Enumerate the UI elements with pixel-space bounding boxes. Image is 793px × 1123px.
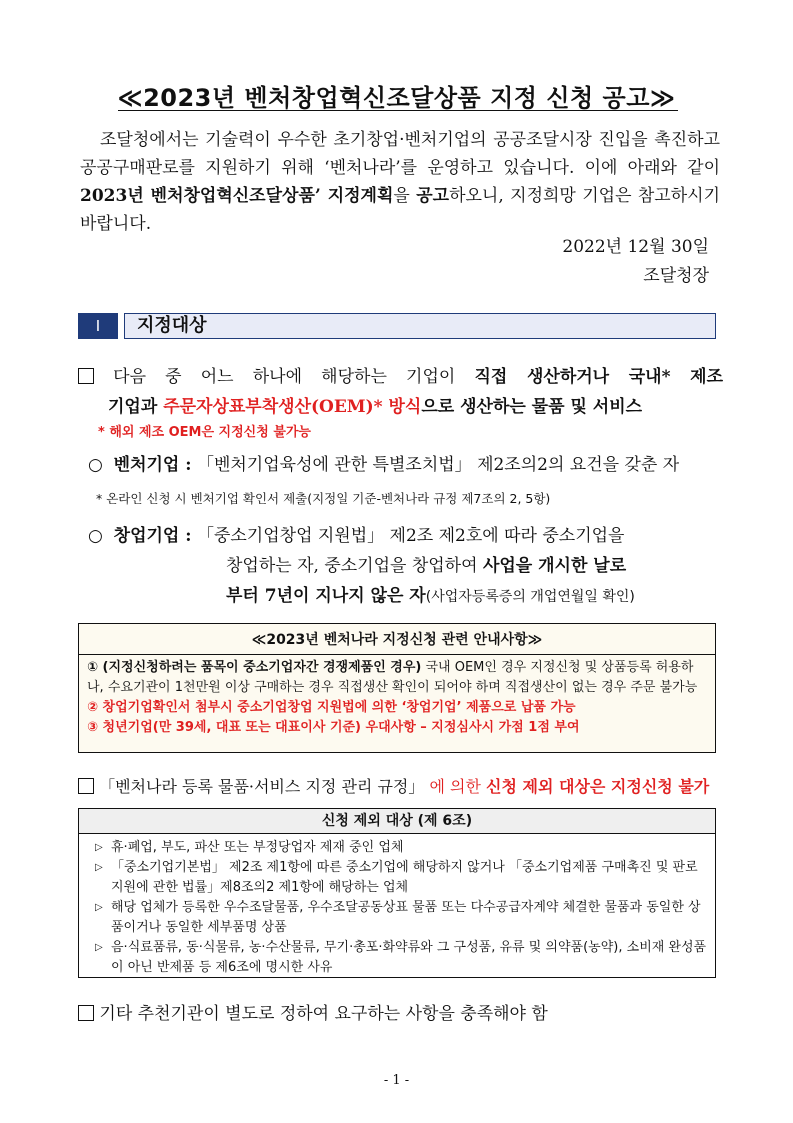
startup-line1: 「중소기업창업 지원법」 제2조 제2호에 따라 중소기업을 <box>196 526 625 546</box>
startup-line3-b: (사업자등록증의 개업연월일 확인) <box>425 589 635 605</box>
startup-line2-b: 사업을 개시한 날로 <box>482 556 627 576</box>
document-title: ≪2023년 벤처창업혁신조달상품 지정 신청 공고≫ <box>117 84 676 112</box>
venture-label: 벤처기업 : <box>113 455 192 475</box>
bullet-icon: ○ <box>88 455 103 475</box>
exclusion-rule-red: 신청 제외 대상은 지정신청 불가 <box>486 777 710 796</box>
exclusion-by: 에 의한 <box>424 777 487 796</box>
startup-line3-a: 부터 7년이 지나지 않은 자 <box>226 586 426 606</box>
exclusion-intro <box>78 774 709 797</box>
other-requirement <box>78 999 548 1024</box>
target-line2-a: 기업과 <box>108 397 164 417</box>
triangle-bullet-icon: ▷ <box>95 902 103 913</box>
guide-item-2: ② 창업기업확인서 첨부시 중소기업창업 지원법에 의한 ‘창업기업’ 제품으로 납품 가능 <box>87 700 576 715</box>
guide-title: ≪2023년 벤처나라 지정신청 관련 안내사항≫ <box>251 632 543 648</box>
target-oem: 주문자상표부착생산(OEM)* 방식 <box>163 397 422 417</box>
target-line2-b: 으로 생산하는 물품 및 서비스 <box>421 397 643 417</box>
exclusion-item: ▷ 휴·폐업, 부도, 파산 또는 부정당업자 제재 중인 업체 <box>79 838 715 858</box>
guide-item-1 <box>79 658 715 698</box>
title-underline <box>118 110 678 111</box>
venture-item <box>88 452 679 478</box>
signature: 조달청장 <box>643 266 709 286</box>
intro-bold-announce: 공고 <box>416 186 450 206</box>
guide-divider <box>79 654 715 655</box>
exclusion-rule: 「벤처나라 등록 물품·서비스 지정 관리 규정」 <box>99 777 425 796</box>
triangle-bullet-icon: ▷ <box>95 942 103 953</box>
exclusion-title: 신청 제외 대상 (제 6조) <box>79 809 715 834</box>
guide-item-1-text: 국내 OEM인 경우 지정신청 및 상품등록 허용하나, 수요기관이 1천만원 이상 구매하는 경우 직접생산 확인이 되어야 하며 직접생산이 없는 경우 주문 불가능 <box>87 660 698 695</box>
exclusion-item: ▷ 해당 업체가 등록한 우수조달물품, 우수조달공동상표 물품 또는 다수공급자계약 체결한 물품과 동일한 상품이거나 동일한 세부품명 상품 <box>95 900 701 935</box>
oem-note: * 해외 제조 OEM은 지정신청 불가능 <box>98 425 311 440</box>
intro-text-3: 하오니, 지정희망 기업은 참고하시기 바랍니다. <box>80 186 720 234</box>
triangle-bullet-icon: ▷ <box>95 842 103 853</box>
intro-text-2: 을 <box>393 186 417 206</box>
checkbox-icon <box>78 1005 94 1021</box>
guide-box <box>78 623 716 753</box>
exclusion-item: ▷ 「중소기업기본법」 제2조 제1항에 따른 중소기업에 해당하지 않거나 「중소기업제품 구매촉진 및 판로지원에 관한 법률」제8조의2 제1항에 해당하는 업체 <box>95 860 698 895</box>
checkbox-icon <box>78 778 94 794</box>
section-title: 지정대상 <box>124 313 716 339</box>
intro-paragraph <box>80 126 720 238</box>
guide-item-1-bold: ① (지정신청하려는 품목이 중소기업자간 경쟁제품인 경우) <box>87 660 422 675</box>
intro-text: 조달청에서는 기술력이 우수한 초기창업·벤처기업의 공공조달시장 진입을 촉진하고 공공구매판로를 지원하기 위해 ‘벤처나라’를 운영하고 있습니다. 이에 아래와 같이 <box>80 130 720 178</box>
venture-text: 「벤처기업육성에 관한 특별조치법」 제2조의2의 요건을 갖춘 자 <box>196 455 680 475</box>
other-text: 기타 추천기관이 별도로 정하여 요구하는 사항을 충족해야 함 <box>99 1004 548 1024</box>
target-paragraph <box>78 362 723 422</box>
intro-bold-plan: 2023년 벤처창업혁신조달상품’ 지정계획 <box>80 186 394 206</box>
target-line1-b: 직접 생산하거나 국내* 제조 <box>474 367 723 387</box>
page-number: - 1 - <box>383 1073 410 1088</box>
bullet-icon: ○ <box>88 526 103 546</box>
triangle-bullet-icon: ▷ <box>95 862 103 873</box>
venture-note: * 온라인 신청 시 벤처기업 확인서 제출(지정일 기준-벤처나라 규정 제7조의 2, 5항) <box>96 491 551 506</box>
guide-item-3: ③ 청년기업(만 39세, 대표 또는 대표이사 기준) 우대사항 – 지정심사시 가점 1점 부여 <box>87 720 580 735</box>
section-number: Ⅰ <box>78 313 118 339</box>
exclusion-box <box>78 808 716 978</box>
startup-label: 창업기업 : <box>113 526 192 546</box>
target-line1-a: 다음 중 어느 하나에 해당하는 기업이 <box>113 367 475 387</box>
startup-line2-a: 창업하는 자, 중소기업을 창업하여 <box>226 556 483 576</box>
announcement-date: 2022년 12월 30일 <box>562 237 709 257</box>
startup-item <box>88 521 635 612</box>
checkbox-icon <box>78 368 94 384</box>
exclusion-item: ▷ 음·식료품류, 동·식물류, 농·수산물류, 무기·총포·화약류와 그 구성품, 유류 및 의약품(농약), 소비재 완성품이 아닌 반제품 등 제6조에 명시한 사유 <box>95 940 707 975</box>
section-header <box>78 313 716 339</box>
